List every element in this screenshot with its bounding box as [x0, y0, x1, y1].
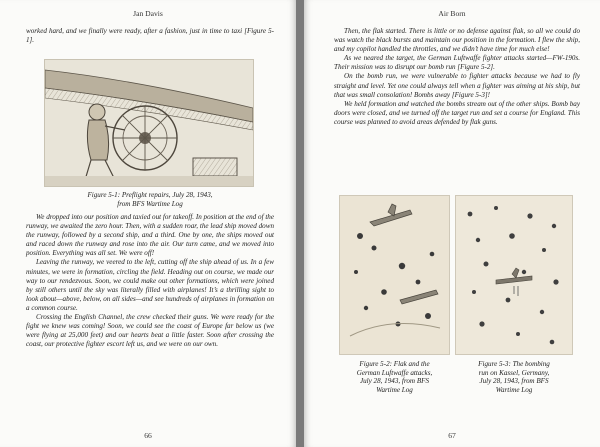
figure-5-1-caption [26, 191, 274, 208]
paragraph: Crossing the English Channel, the crew checked their guns. We were ready for the fight we knew was coming! Soon, we could see the coast of Europe far below us (we were flying at 25,000 feet) and our hearts beat a little faster. Soon after crossing the coast, our protective fighter escort left us, and we were on our own. [26, 313, 274, 349]
caption-line: Wartime Log [376, 385, 413, 394]
page-number-right: 67 [448, 431, 456, 440]
figure-5-2-caption [336, 360, 453, 394]
running-head-left: Jan Davis [133, 9, 163, 18]
figure-5-3-sketch [455, 195, 573, 355]
caption-line: Figure 5-1: Preflight repairs, July 28, 1943, [87, 191, 213, 199]
paragraph: As we neared the target, the German Luftwaffe fighter attacks started—FW-190s. Their mission was to disrupt our bomb run [Figure 5-2]. [334, 54, 580, 72]
paragraph: Then, the flak started. There is little or no defense against flak, so all we could do was watch the black bursts and maintain our position in the formation. I flew the ship, and my copilot handled the throttles, and we didn’t have time for much else! [334, 27, 580, 54]
caption-line: July 28, 1943, from BFS [479, 377, 549, 386]
caption-line: Figure 5-3: The bombing [478, 360, 550, 368]
figure-5-3-caption [452, 360, 576, 394]
book-gutter [296, 0, 304, 447]
caption-line: from BFS Wartime Log [117, 199, 183, 208]
paragraph: We dropped into our position and taxied out for takeoff. In position at the end of the runway, we awaited the zero hour. Then, with a sudden roar, the lead ship moved down the runway, followed by a second ship, and a third. One by one, the ships moved out and raced down the runway and rose into the air. Our turn came, and we moved into position. Everything was all set. We were off! [26, 213, 274, 258]
caption-line: Wartime Log [495, 385, 533, 394]
paragraph: Leaving the runway, we veered to the left, cutting off the ship ahead of us. In a few minutes, we were in formation, circling the field. Heading out on course, we made our way to our rendezvous. Soon, we could make out other formations, which were joined by still others until the sky was literally filled with airplanes! It’s a thrilling sight to look about—above, below, on all sides—and see hundreds of airplanes in formation on a common course. [26, 258, 274, 312]
right-body-text [334, 27, 580, 127]
caption-line: German Luftwaffe attacks, [356, 368, 433, 377]
paragraph: We held formation and watched the bombs stream out of the other ships. Bomb bay doors were closed, and we turned off the target run and set a course for England. This course was planned to avoid areas defended by flak guns. [334, 99, 580, 126]
paragraph: On the bomb run, we were vulnerable to fighter attacks because we had to fly straight and level. Yet one could always tell when a fighter was aiming at his ship, but that was small consolation! Bombs away [Figure 5-3]! [334, 72, 580, 99]
running-head-right: Air Born [438, 9, 466, 18]
figure-5-2-sketch [339, 195, 450, 355]
opening-paragraph [26, 27, 274, 45]
figure-5-1-sketch [44, 59, 254, 187]
caption-line: Figure 5-2: Flak and the [359, 360, 430, 368]
page-number-left: 66 [144, 431, 152, 440]
caption-line: run on Kassel, Germany, [478, 368, 550, 377]
caption-line: July 28, 1943, from BFS [359, 377, 430, 386]
left-page [0, 0, 296, 447]
paragraph: worked hard, and we finally were ready, after a fashion, just in time to taxi [Figure 5-1]. [26, 27, 274, 45]
left-body-text [26, 213, 274, 349]
